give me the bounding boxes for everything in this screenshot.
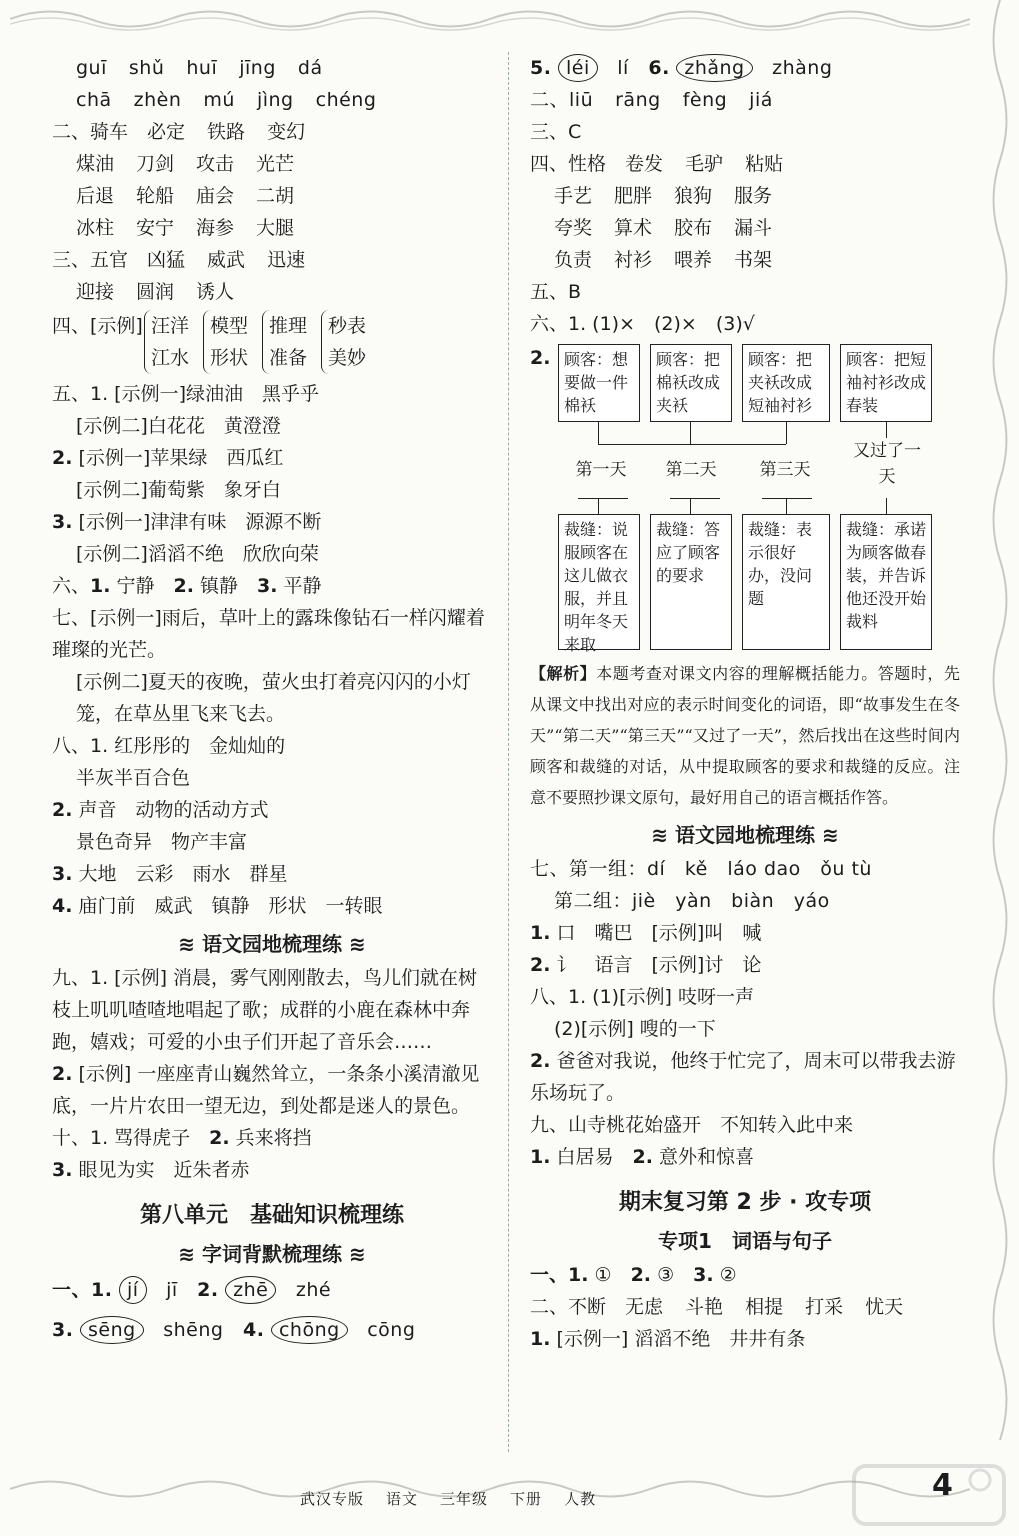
story-diagram: [558, 342, 953, 652]
word: 轮船: [136, 185, 175, 207]
item-number: 2.: [530, 1050, 551, 1072]
word: 衬衫: [614, 249, 653, 271]
bracket-pair: [262, 310, 307, 374]
sec2-row2: [52, 148, 492, 180]
day-label: 第一天: [575, 460, 627, 480]
circled-answer: chōng: [271, 1316, 348, 1344]
connector: [786, 422, 787, 444]
word: 无虑: [625, 1296, 664, 1318]
item-number: 2.: [209, 1127, 230, 1149]
item-number: 2.: [530, 954, 551, 976]
pinyin: liū: [569, 89, 594, 111]
word: 变幻: [267, 121, 306, 143]
pinyin: zhé: [295, 1279, 332, 1301]
word: 攻击: [196, 153, 235, 175]
connector: [598, 422, 599, 444]
word: 准备: [269, 347, 308, 369]
item-number: 2.: [52, 799, 73, 821]
r4-row3: [530, 212, 960, 244]
word: 秒表: [328, 315, 367, 337]
item-number: 1.: [90, 575, 111, 597]
item-number: 3.: [257, 575, 278, 597]
circled-answer: zhē: [225, 1276, 276, 1304]
word: 光芒: [256, 153, 295, 175]
word: 服务: [734, 185, 773, 207]
pinyin: zhèn: [133, 89, 182, 111]
word: 忧天: [865, 1296, 904, 1318]
label: 六、: [52, 575, 91, 597]
customer-box: 顾客：想要做一件棉袄: [558, 344, 640, 422]
right-ornament: [985, 0, 1015, 1480]
pinyin: rāng: [615, 89, 661, 111]
word: 形状: [210, 347, 249, 369]
word: 庙会: [196, 185, 235, 207]
connector: [690, 498, 691, 514]
f2-line: [530, 1291, 960, 1323]
word: 江水: [151, 347, 190, 369]
word: 算术: [614, 217, 653, 239]
sec8-line: 景色奇异 物产丰富: [76, 831, 248, 853]
answer-text: 口 嘴巴 [示例]叫 喊: [550, 922, 762, 944]
pinyin: guī: [76, 57, 107, 79]
answer-text: 庙门前 威武 镇静 形状 一转眼: [72, 895, 383, 917]
connector: [786, 498, 787, 514]
label: 四、性格: [530, 153, 607, 175]
day-label: 第二天: [665, 460, 717, 480]
pinyin: jiá: [749, 89, 773, 111]
word: 铁路: [207, 121, 246, 143]
day-label: 第三天: [759, 460, 811, 480]
word: 斗艳: [685, 1296, 724, 1318]
word: 安宁: [136, 217, 175, 239]
label: 二、骑车: [52, 121, 129, 143]
sec4-bracket-row: [52, 310, 492, 374]
sec10-line: [52, 1122, 492, 1154]
word: 肥胖: [614, 185, 653, 207]
tailor-box: 裁缝：说服顾客在这儿做衣服，并且明年冬天来取: [558, 514, 640, 650]
f3-line: [530, 1323, 960, 1355]
answer-text: ②: [719, 1264, 737, 1286]
analysis-text: 本题考查对课文内容的理解概括能力。答题时，先从课文中找出对应的表示时间变化的词语，即“故事发生在冬天”“第二天”“第三天”“又过了一天”，然后找出在这些时间内顾客和裁缝的对话，从中提取顾客的要求和裁缝的反应。注意不要照抄课文原句，最好用自己的语言概括作答。: [530, 664, 960, 807]
sec8-line: [52, 890, 492, 922]
circled-answer: zhǎng: [676, 54, 752, 82]
customer-box: 顾客：把棉袄改成夹袄: [650, 344, 732, 422]
item-number: 1.: [530, 1328, 551, 1350]
item-number: 2.: [632, 1146, 653, 1168]
answer-text: 意外和惊喜: [652, 1146, 754, 1168]
label: 二、不断: [530, 1296, 607, 1318]
section-title: ≋ 字词背默梳理练 ≋: [178, 1242, 366, 1266]
bracket-pair: [321, 310, 366, 374]
word: 负责: [554, 249, 593, 271]
word: 相提: [745, 1296, 784, 1318]
bracket-pair: [203, 310, 248, 374]
answer-text: [示例] 一座座青山巍然耸立，一条条小溪清澈见底，一片片农田一望无边，到处都是迷人的景色。: [52, 1063, 480, 1117]
analysis-note: [530, 658, 960, 813]
answer-text: 宁静: [110, 575, 155, 597]
label: 四、[示例]: [52, 315, 143, 337]
footer-edition: 武汉专版: [300, 1490, 365, 1508]
pinyin: shǔ: [128, 57, 165, 79]
page-number: 4: [932, 1468, 953, 1503]
circled-answer: sēng: [80, 1316, 144, 1344]
sec3-row2: [52, 276, 492, 308]
item-number: 一、1.: [52, 1279, 113, 1301]
answer-text: 讠 语言 [示例]讨 论: [550, 954, 762, 976]
sec3-row1: [52, 244, 492, 276]
footer-volume: 下册: [510, 1490, 543, 1508]
left-column: [52, 52, 492, 1346]
right-column: [530, 52, 960, 1355]
sec5-line: [示例二]葡萄紫 象牙白: [76, 479, 281, 501]
answer-text: 镇静: [193, 575, 239, 597]
word: 卷发: [625, 153, 664, 175]
answer-text: 兵来将挡: [229, 1127, 312, 1149]
topic-title: 专项1 词语与句子: [658, 1229, 832, 1253]
pinyin: zhàng: [772, 57, 833, 79]
answer-text: [示例一]苹果绿 西瓜红: [72, 447, 284, 469]
tailor-box: 裁缝：表示很好办，没问题: [742, 514, 830, 650]
connector: [886, 498, 887, 514]
footer-subject: 语文: [386, 1490, 419, 1508]
pinyin: fèng: [682, 89, 728, 111]
item-number: 3.: [52, 1319, 74, 1341]
item-number: 3.: [52, 1159, 73, 1181]
item-number: 4.: [52, 895, 73, 917]
sec6-line: [52, 570, 492, 602]
word: 迎接: [76, 281, 115, 303]
circled-answer: léi: [558, 54, 598, 82]
word: 狼狗: [674, 185, 713, 207]
sec5-line: 五、1. [示例一]绿油油 黑乎乎: [52, 383, 319, 405]
item-number: 5.: [530, 57, 552, 79]
label: 三、五官: [52, 249, 129, 271]
r7-line: [530, 949, 960, 981]
word: 胶布: [674, 217, 713, 239]
item-number: 2.: [530, 347, 551, 369]
pinyin: shēng: [163, 1319, 224, 1341]
r8-line: [530, 1045, 960, 1109]
item-number: 2.: [52, 447, 73, 469]
unit-title: 第八单元 基础知识梳理练: [139, 1203, 404, 1228]
r4-row4: [530, 244, 960, 276]
r1-row: [530, 52, 960, 84]
pinyin: lí: [617, 57, 629, 79]
label: 二、: [530, 89, 570, 111]
connector: [670, 498, 720, 499]
r8-line: (2)[示例] 嗖的一下: [554, 1018, 716, 1040]
r7-line: 七、第一组：dí kě láo dao ǒu tù: [530, 858, 872, 880]
item-number: 2.: [52, 1063, 73, 1085]
item-number: 3.: [52, 511, 73, 533]
sec8-line: 八、1. 红彤彤的 金灿灿的: [52, 735, 286, 757]
pinyin-row-2: [52, 84, 492, 116]
answer-text: [示例一] 滔滔不绝 井井有条: [550, 1328, 806, 1350]
r9-line: 九、山寺桃花始盛开 不知转入此中来: [530, 1114, 854, 1136]
pinyin: mú: [203, 89, 235, 111]
word: 凶猛: [147, 249, 186, 271]
sec9-paragraph: 九、1. [示例] 消晨，雾气刚刚散去，鸟儿们就在树枝上叽叽喳喳地唱起了歌；成群的小鹿在森林中奔跑，嬉戏；可爱的小虫子们开起了音乐会……: [52, 967, 478, 1053]
answer-text: 大地 云彩 雨水 群星: [72, 863, 288, 885]
word: 美妙: [328, 347, 367, 369]
sec7-paragraph: 七、[示例一]雨后，草叶上的露珠像钻石一样闪耀着璀璨的光芒。: [52, 607, 485, 661]
sec9-paragraph: [52, 1058, 492, 1122]
analysis-label: 【解析】: [530, 664, 597, 683]
item-number: 1.: [530, 1146, 551, 1168]
pinyin: jīng: [239, 57, 276, 79]
word: 喂养: [674, 249, 713, 271]
answer-text: 眼见为实 近朱者赤: [72, 1159, 250, 1181]
answer-text: 爸爸对我说，他终于忙完了，周末可以带我去游乐场玩了。: [530, 1050, 956, 1104]
f1-line: [530, 1259, 960, 1291]
connector: [690, 422, 691, 444]
section-title: ≋ 语文园地梳理练 ≋: [651, 823, 839, 847]
item-number: 3.: [52, 863, 73, 885]
sec7-paragraph: [示例二]夏天的夜晚，萤火虫打着亮闪闪的小灯笼，在草丛里飞来飞去。: [76, 671, 471, 725]
day-label: 又过了一天: [853, 441, 921, 487]
item-number: 6.: [648, 57, 670, 79]
item-number: 2.: [630, 1264, 652, 1286]
answer-text: [示例一]津津有味 源源不断: [72, 511, 322, 533]
sec5-line: [示例二]滔滔不绝 欣欣向荣: [76, 543, 319, 565]
top-ornament: [10, 4, 970, 34]
sec10-line: [52, 1154, 492, 1186]
footer: [300, 1488, 618, 1509]
pinyin: chā: [76, 89, 112, 111]
word: 必定: [147, 121, 186, 143]
word: 煤油: [76, 153, 115, 175]
word: 海参: [196, 217, 235, 239]
answer-text: 白居易: [550, 1146, 633, 1168]
r7-line: [530, 917, 960, 949]
sec2-row3: [52, 180, 492, 212]
u8-row2: [52, 1314, 492, 1346]
word: 圆润: [136, 281, 175, 303]
pinyin: huī: [186, 57, 218, 79]
word: 推理: [269, 315, 308, 337]
r4-row2: [530, 180, 960, 212]
word: 模型: [210, 315, 249, 337]
item-number: 2.: [197, 1279, 219, 1301]
word: 刀剑: [136, 153, 175, 175]
sec8-line: [52, 794, 492, 826]
r9-line: [530, 1141, 960, 1173]
connector: [598, 498, 599, 514]
word: 威武: [207, 249, 246, 271]
answer-text: 十、1. 骂得虎子: [52, 1127, 210, 1149]
connector: [578, 498, 628, 499]
diagram-wrapper: [530, 342, 960, 652]
pinyin: chéng: [315, 89, 377, 111]
pinyin-row-1: [52, 52, 492, 84]
u8-row1: [52, 1274, 492, 1306]
word: 手艺: [554, 185, 593, 207]
bracket-pair: [144, 310, 189, 374]
answer-text: ①: [594, 1264, 612, 1286]
footer-grade: 三年级: [440, 1490, 489, 1508]
item-number: 1.: [530, 922, 551, 944]
r6-line: 六、1. (1)× (2)× (3)√: [530, 313, 755, 335]
word: 夸奖: [554, 217, 593, 239]
word: 大腿: [256, 217, 295, 239]
word: 粘贴: [745, 153, 784, 175]
pinyin: cōng: [367, 1319, 416, 1341]
tailor-box: 裁缝：答应了顾客的要求: [650, 514, 732, 650]
word: 诱人: [196, 281, 235, 303]
item-number: 一、1.: [530, 1264, 589, 1286]
r5-line: 五、B: [530, 281, 582, 303]
sec2-row1: [52, 116, 492, 148]
word: 毛驴: [685, 153, 724, 175]
r7-line: 第二组：jiè yàn biàn yáo: [554, 890, 830, 912]
r8-line: 八、1. (1)[示例] 吱呀一声: [530, 986, 754, 1008]
word: 打采: [805, 1296, 844, 1318]
watermark-logo: [850, 1460, 1010, 1530]
sec5-line: [52, 442, 492, 474]
r4-row1: [530, 148, 960, 180]
sec8-line: 半灰半百合色: [76, 767, 191, 789]
sec5-line: [52, 506, 492, 538]
word: 书架: [734, 249, 773, 271]
section-title: ≋ 语文园地梳理练 ≋: [178, 932, 366, 956]
review-title: 期末复习第 2 步 · 攻专项: [618, 1190, 872, 1215]
connector: [598, 444, 786, 445]
pinyin: jī: [166, 1279, 178, 1301]
column-divider: [508, 52, 509, 1452]
pinyin: dá: [297, 57, 323, 79]
word: 迅速: [267, 249, 306, 271]
r3-line: 三、C: [530, 121, 582, 143]
item-number: 2.: [173, 575, 194, 597]
r2-row: [530, 84, 960, 116]
word: 漏斗: [734, 217, 773, 239]
item-number: 4.: [242, 1319, 265, 1341]
circled-answer: jí: [119, 1276, 147, 1304]
connector: [886, 422, 887, 438]
connector: [762, 498, 812, 499]
pinyin: jìng: [256, 89, 294, 111]
customer-box: 顾客：把夹袄改成短袖衬衫: [742, 344, 830, 422]
answer-text: ③: [657, 1264, 675, 1286]
sec2-row4: [52, 212, 492, 244]
word: 冰柱: [76, 217, 115, 239]
sec5-line: [示例二]白花花 黄澄澄: [76, 415, 281, 437]
word: 汪洋: [151, 315, 190, 337]
word: 后退: [76, 185, 115, 207]
item-number: 3.: [693, 1264, 714, 1286]
word: 二胡: [256, 185, 295, 207]
footer-publisher: 人教: [564, 1490, 597, 1508]
sec8-line: [52, 858, 492, 890]
tailor-box: 裁缝：承诺为顾客做春装，并告诉他还没开始裁料: [840, 514, 932, 650]
customer-box: 顾客：把短袖衬衫改成春装: [840, 344, 932, 422]
answer-text: 平静: [277, 575, 322, 597]
answer-text: 声音 动物的活动方式: [72, 799, 269, 821]
